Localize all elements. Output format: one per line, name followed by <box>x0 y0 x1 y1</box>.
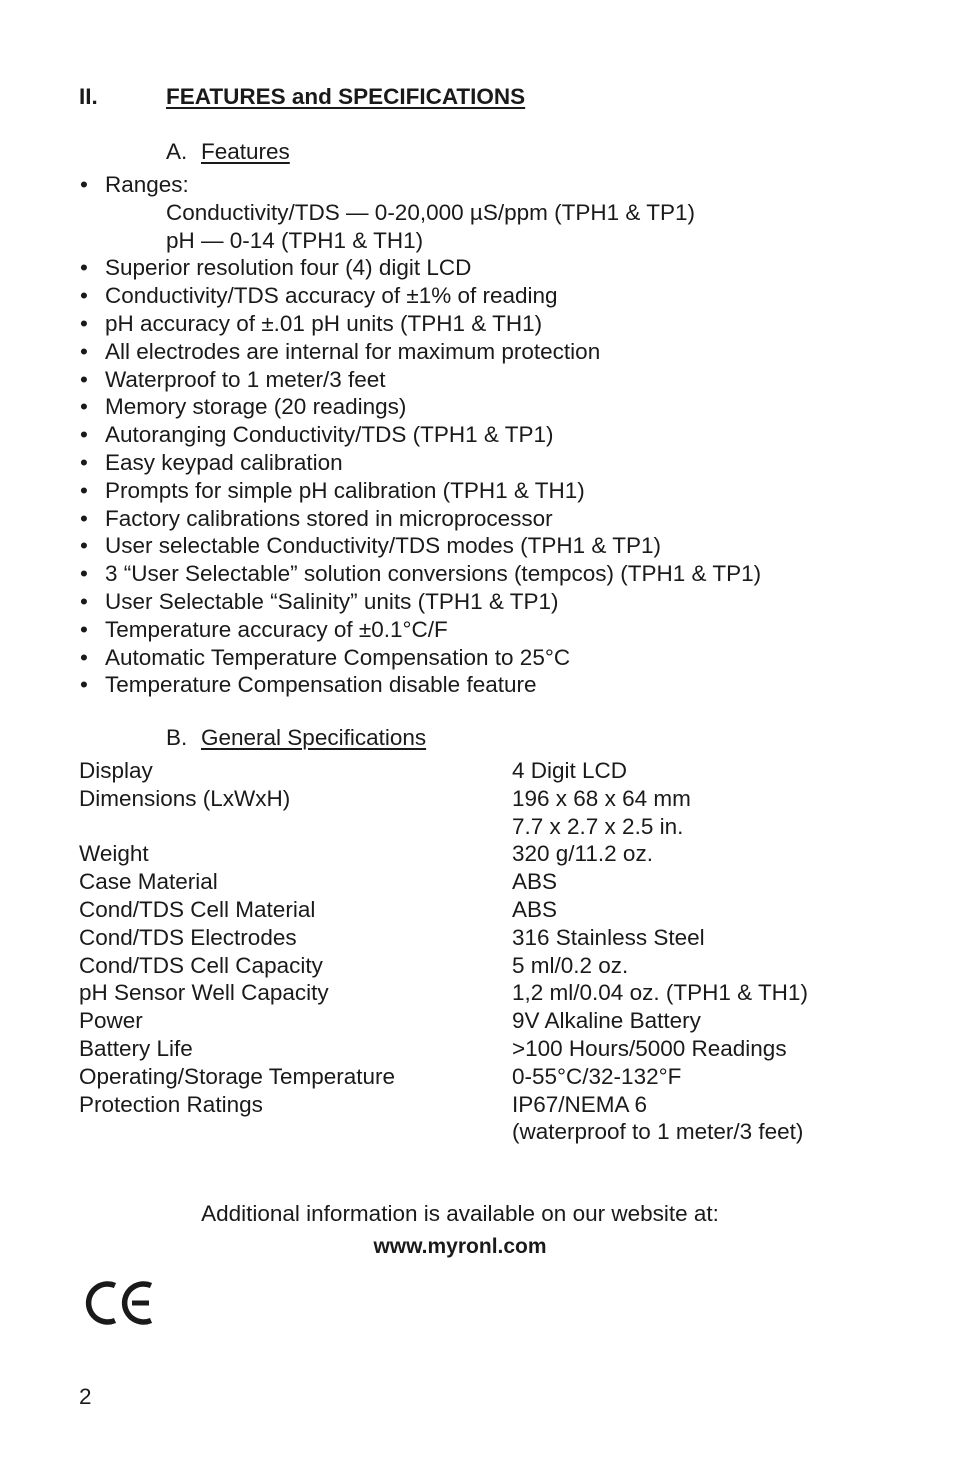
feature-text: Memory storage (20 readings) <box>105 394 407 420</box>
feature-text: Prompts for simple pH calibration (TPH1 & TH1) <box>105 477 585 503</box>
spec-label: Cond/TDS Cell Capacity <box>79 952 323 978</box>
bullet-icon: • <box>80 477 88 503</box>
bullet-icon: • <box>80 505 88 531</box>
list-item <box>79 534 939 562</box>
feature-text: Automatic Temperature Compensation to 25°C <box>105 644 571 670</box>
feature-text: Conductivity/TDS accuracy of ±1% of reading <box>105 283 558 309</box>
list-item <box>79 479 939 507</box>
section-number: II. <box>79 84 98 109</box>
spec-value: (waterproof to 1 meter/3 feet) <box>512 1119 804 1145</box>
list-item <box>79 368 939 396</box>
ce-mark-icon <box>84 1276 156 1330</box>
feature-text: Superior resolution four (4) digit LCD <box>105 255 472 281</box>
bullet-icon: • <box>80 172 88 197</box>
spec-label: Dimensions (LxWxH) <box>79 785 291 811</box>
list-item <box>79 340 939 368</box>
spec-value: 7.7 x 2.7 x 2.5 in. <box>512 813 684 839</box>
feature-text: Temperature accuracy of ±0.1°C/F <box>105 616 448 642</box>
bullet-icon: • <box>80 644 88 670</box>
spec-value: 9V Alkaline Battery <box>512 1008 701 1034</box>
spec-value: IP67/NEMA 6 <box>512 1091 648 1117</box>
spec-row <box>79 981 939 1009</box>
section-title: FEATURES and SPECIFICATIONS <box>166 84 526 109</box>
spec-row <box>79 1009 939 1037</box>
bullet-icon: • <box>80 616 88 642</box>
ranges-label: Ranges: <box>105 172 189 197</box>
feature-text: Factory calibrations stored in microprocessor <box>105 505 553 531</box>
range-ph: pH — 0-14 (TPH1 & TH1) <box>166 227 424 253</box>
bullet-icon: • <box>80 255 88 281</box>
spec-row <box>79 842 939 870</box>
bullet-icon: • <box>80 561 88 587</box>
list-item <box>79 507 939 535</box>
spec-value: 196 x 68 x 64 mm <box>512 785 691 811</box>
spec-label: Battery Life <box>79 1035 193 1061</box>
bullet-icon: • <box>80 449 88 475</box>
spec-label: Protection Ratings <box>79 1091 263 1117</box>
spec-value: 1,2 ml/0.04 oz. (TPH1 & TH1) <box>512 980 808 1006</box>
list-item <box>79 256 939 284</box>
spec-row <box>79 954 939 982</box>
list-item <box>79 618 939 646</box>
website-note: Additional information is available on our website at: <box>201 1201 719 1226</box>
bullet-icon: • <box>80 338 88 364</box>
list-item <box>79 562 939 590</box>
spec-row <box>79 787 939 815</box>
feature-text: Temperature Compensation disable feature <box>105 672 537 698</box>
features-heading: Features <box>201 139 290 164</box>
list-item <box>79 451 939 479</box>
spec-row <box>79 870 939 898</box>
spec-row <box>79 759 939 787</box>
spec-row <box>79 815 939 843</box>
bullet-icon: • <box>80 394 88 420</box>
spec-label: Cond/TDS Cell Material <box>79 896 316 922</box>
specifications-letter: B. <box>166 725 188 750</box>
bullet-icon: • <box>80 422 88 448</box>
feature-text: 3 “User Selectable” solution conversions (tempcos) (TPH1 & TP1) <box>105 561 762 587</box>
feature-text: Waterproof to 1 meter/3 feet <box>105 366 386 392</box>
spec-row <box>79 1065 939 1093</box>
spec-value: 320 g/11.2 oz. <box>512 841 653 867</box>
spec-label: Display <box>79 758 153 783</box>
features-list <box>79 173 939 701</box>
website-url: www.myronl.com <box>373 1235 547 1258</box>
spec-value: 0-55°C/32-132°F <box>512 1063 682 1089</box>
feature-text: User selectable Conductivity/TDS modes (TPH1 & TP1) <box>105 533 662 559</box>
spec-value: 5 ml/0.2 oz. <box>512 952 629 978</box>
spec-value: 4 Digit LCD <box>512 758 628 783</box>
spec-value: >100 Hours/5000 Readings <box>512 1035 787 1061</box>
spec-row <box>79 926 939 954</box>
spec-value: 316 Stainless Steel <box>512 924 705 950</box>
specifications-table <box>79 759 939 1148</box>
spec-value: ABS <box>512 869 558 895</box>
spec-value: ABS <box>512 896 558 922</box>
list-item <box>79 423 939 451</box>
list-item <box>79 312 939 340</box>
bullet-icon: • <box>80 283 88 309</box>
range-conductivity: Conductivity/TDS — 0-20,000 µS/ppm (TPH1 & TP1) <box>166 199 695 225</box>
list-item <box>79 646 939 674</box>
list-item <box>79 673 939 701</box>
specifications-heading: General Specifications <box>201 725 427 750</box>
list-item <box>79 395 939 423</box>
spec-row <box>79 1120 939 1148</box>
bullet-icon: • <box>80 672 88 698</box>
bullet-icon: • <box>80 533 88 559</box>
bullet-icon: • <box>80 310 88 336</box>
feature-text: All electrodes are internal for maximum protection <box>105 338 601 364</box>
features-letter: A. <box>166 139 188 164</box>
spec-label: Power <box>79 1008 143 1034</box>
spec-row <box>79 898 939 926</box>
list-item <box>79 173 939 201</box>
feature-text: User Selectable “Salinity” units (TPH1 & TP1) <box>105 588 559 614</box>
spec-label: Weight <box>79 841 149 867</box>
spec-row <box>79 1093 939 1121</box>
feature-text: Easy keypad calibration <box>105 449 343 475</box>
bullet-icon: • <box>80 366 88 392</box>
spec-label: Case Material <box>79 869 218 895</box>
page-number: 2 <box>79 1384 92 1409</box>
feature-text: Autoranging Conductivity/TDS (TPH1 & TP1) <box>105 422 554 448</box>
list-item <box>79 590 939 618</box>
spec-label: pH Sensor Well Capacity <box>79 980 329 1006</box>
feature-text: pH accuracy of ±.01 pH units (TPH1 & TH1) <box>105 310 543 336</box>
spec-row <box>79 1037 939 1065</box>
spec-label: Cond/TDS Electrodes <box>79 924 297 950</box>
bullet-icon: • <box>80 588 88 614</box>
list-item <box>79 284 939 312</box>
spec-label: Operating/Storage Temperature <box>79 1063 396 1089</box>
